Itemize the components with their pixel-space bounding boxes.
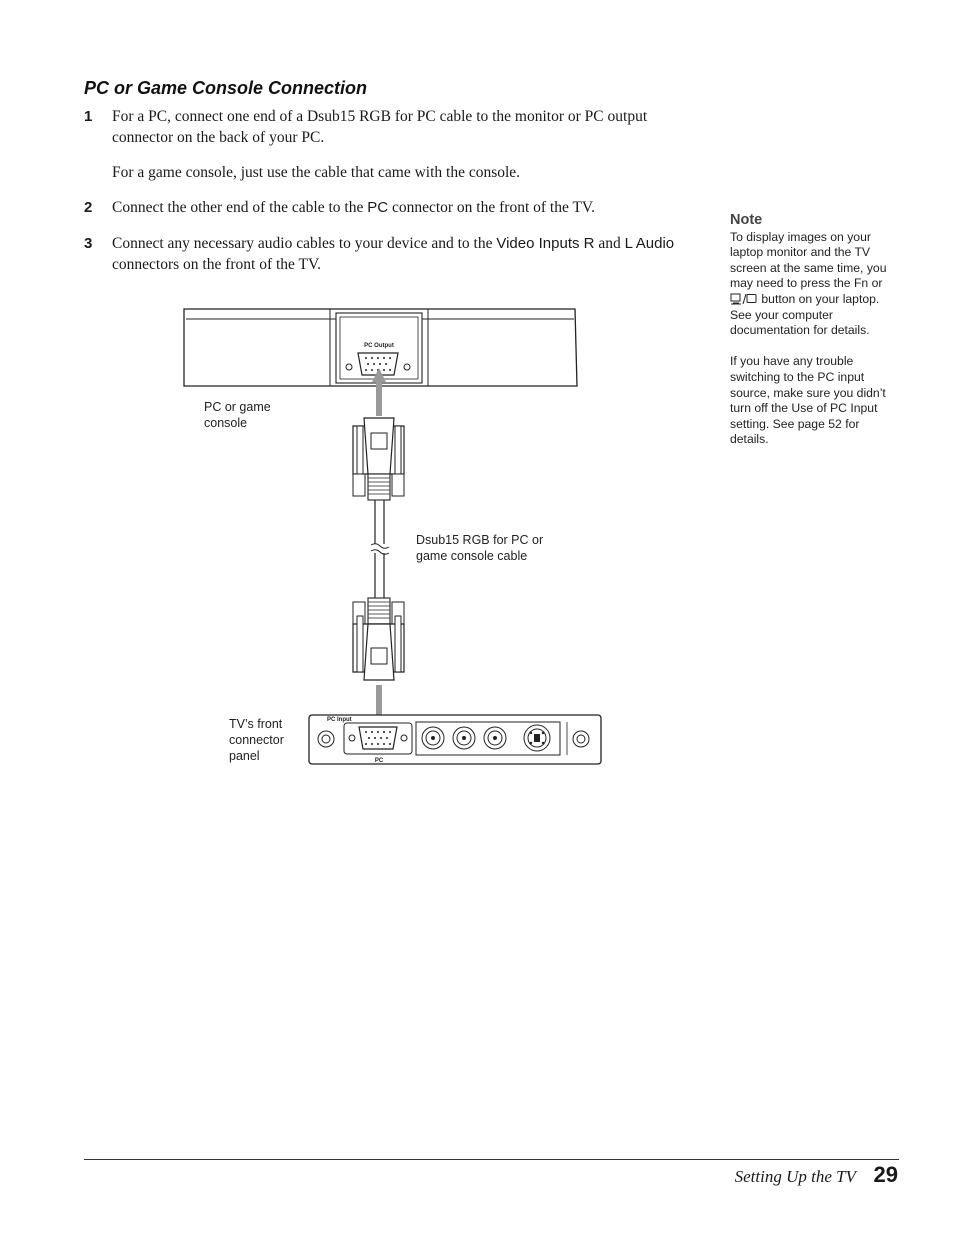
step-3-text-mid: and — [594, 235, 625, 252]
step-1-line-2: For a game console, just use the cable that came with the console. — [112, 164, 521, 181]
cable-label: Dsub15 RGB for PC or game console cable — [416, 533, 544, 563]
pc-console-label: PC or game console — [204, 400, 271, 430]
bottom-cable-connector — [353, 598, 404, 680]
section-heading: PC or Game Console Connection — [84, 78, 368, 98]
step-2-text-post: connector on the front of the TV. — [388, 199, 595, 216]
l-audio-term: L Audio — [624, 235, 675, 252]
note-title: Note — [730, 212, 763, 228]
step-number: 1 — [84, 108, 93, 125]
pc-input-label: PC Input — [327, 717, 352, 723]
note-p1-pre: To display images on your laptop monitor and the TV screen at the same time, you may need to press the Fn or — [730, 229, 887, 291]
pc-connector-term: PC — [367, 199, 389, 216]
pc-port-label: PC — [374, 758, 384, 764]
step-2-text-pre: Connect the other end of the cable to the — [112, 199, 368, 216]
step-1-line-1: For a PC, connect one end of a Dsub15 RGB for PC cable to the monitor or PC output connector on the back of your PC. — [112, 108, 648, 146]
tv-front-panel — [309, 715, 601, 764]
step-3-text-post: connectors on the front of the TV. — [112, 256, 322, 273]
video-inputs-r-term: Video Inputs R — [496, 235, 595, 252]
tv-panel-label: TV’s front connector panel — [229, 717, 284, 763]
note-p1-post: button on your laptop. See your computer documentation for details. — [730, 291, 880, 338]
pc-output-label: PC Output — [364, 343, 394, 349]
cable-line — [371, 500, 389, 598]
step-number: 3 — [84, 235, 93, 252]
top-cable-connector — [353, 418, 404, 500]
footer-rule — [84, 1159, 899, 1160]
note-paragraph-2: If you have any trouble switching to the PC input source, make sure you didn’t turn off the Use of PC Input setting. See page 52 for details. — [730, 354, 886, 447]
step-number: 2 — [84, 199, 93, 216]
step-3-text-pre: Connect any necessary audio cables to your device and to the — [112, 235, 497, 252]
footer-section-title: Setting Up the TV — [734, 1167, 856, 1186]
page-number: 29 — [873, 1162, 898, 1187]
